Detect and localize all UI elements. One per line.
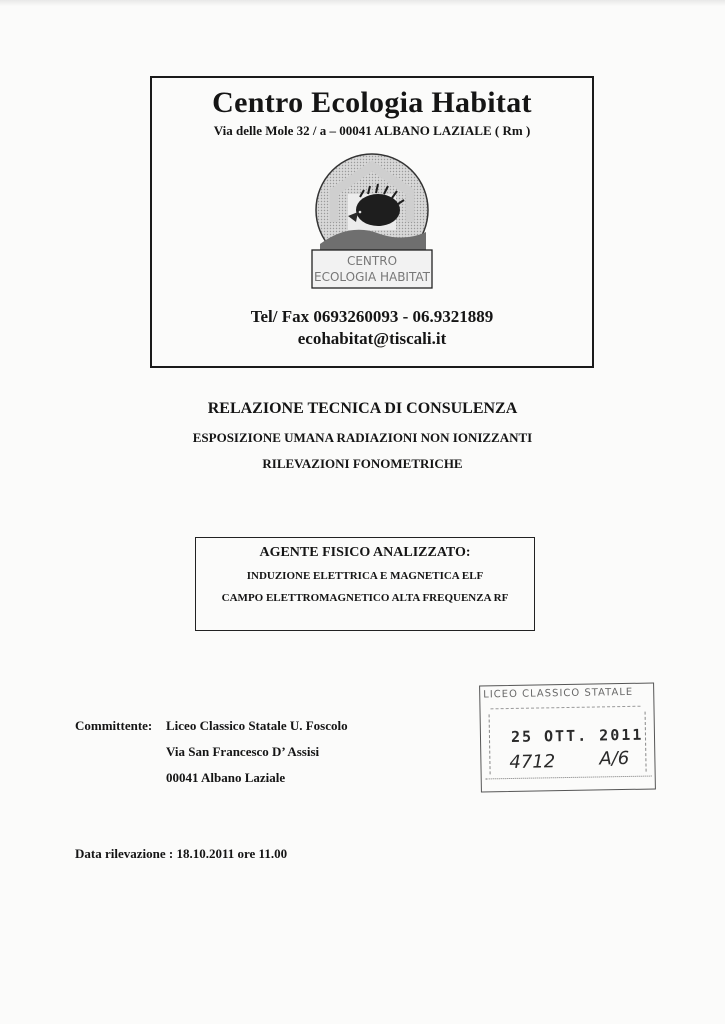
client-name: Liceo Classico Statale U. Foscolo — [166, 718, 348, 733]
organization-name: Centro Ecologia Habitat — [212, 86, 532, 119]
stamp-bottom-line — [486, 776, 652, 780]
stamp-school-name: LICEO CLASSICO STATALE — [483, 686, 634, 701]
logo-text-line2: ECOLOGIA HABITAT — [314, 270, 430, 284]
report-subtitle-radiation: ESPOSIZIONE UMANA RADIAZIONI NON IONIZZANTI — [192, 430, 533, 445]
client-city: 00041 Albano Laziale — [166, 770, 286, 785]
logo-text-line1: CENTRO — [346, 254, 398, 268]
hedgehog-logo-icon — [290, 152, 454, 292]
physical-agent-box — [195, 537, 535, 631]
stamp-border-right — [645, 712, 647, 772]
contact-email: ecohabitat@tiscali.it — [297, 329, 447, 348]
report-subtitle-noise: RILEVAZIONI FONOMETRICHE — [262, 456, 463, 471]
client-label: Committente: — [75, 718, 153, 733]
stamp-divider — [490, 706, 640, 710]
agent-item-elf: INDUZIONE ELETTRICA E MAGNETICA ELF — [246, 570, 484, 582]
contact-phone: Tel/ Fax 0693260093 - 06.9321889 — [250, 307, 494, 326]
organization-address: Via delle Mole 32 / a – 00041 ALBANO LAZIALE ( Rm ) — [213, 123, 531, 138]
agent-heading: AGENTE FISICO ANALIZZATO: — [259, 545, 471, 560]
stamp-protocol-number: 4712 — [509, 751, 556, 774]
client-street: Via San Francesco D’ Assisi — [166, 744, 320, 759]
protocol-stamp — [479, 682, 656, 792]
stamp-date: 25 OTT. 2011 — [510, 725, 644, 746]
stamp-border-left — [489, 714, 491, 774]
letterhead-box — [150, 76, 594, 368]
report-title: RELAZIONE TECNICA DI CONSULENZA — [207, 400, 518, 417]
agent-item-rf: CAMPO ELETTROMAGNETICO ALTA FREQUENZA RF — [221, 592, 509, 604]
survey-date: Data rilevazione : 18.10.2011 ore 11.00 — [75, 846, 288, 861]
scan-edge — [0, 0, 725, 6]
stamp-reference: A/6 — [599, 747, 630, 770]
